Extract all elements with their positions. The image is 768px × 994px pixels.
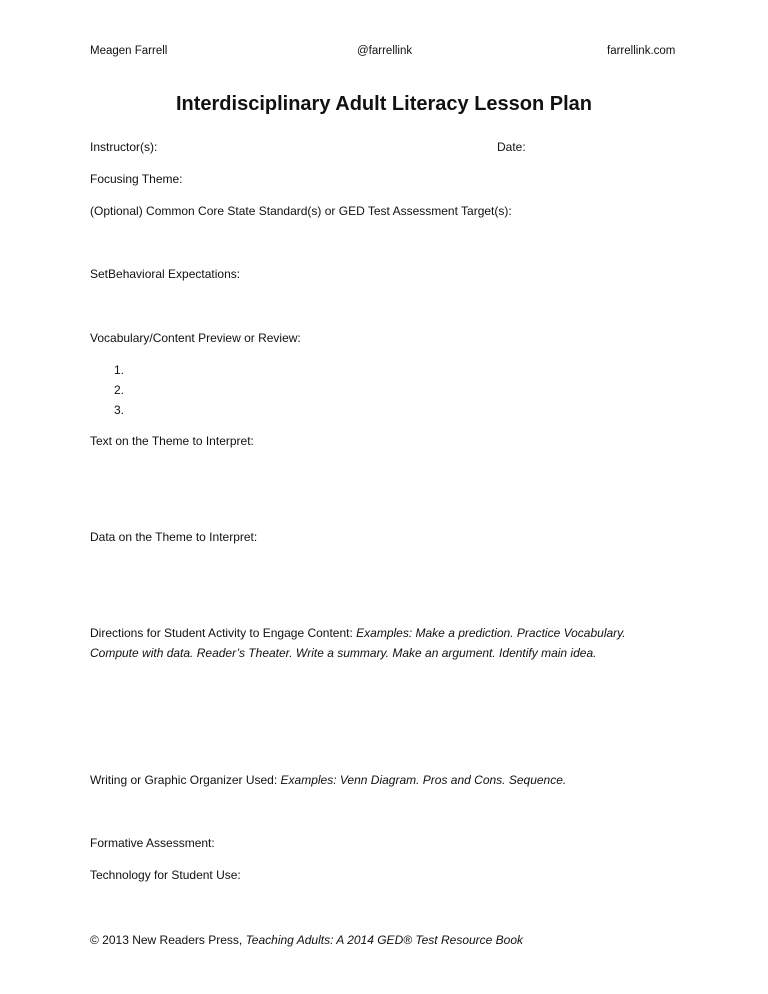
page-title: Interdisciplinary Adult Literacy Lesson Plan [175,93,593,115]
header-website: farrellink.com [607,45,676,57]
directions-examples-2: Compute with data. Reader’s Theater. Write a summary. Make an argument. Identify main idea. [90,646,597,660]
instructor-label: Instructor(s): [90,140,158,154]
header-author: Meagen Farrell [90,45,168,57]
focusing-theme-label: Focusing Theme: [90,172,183,186]
footer [90,933,523,947]
footer-book-title: Teaching Adults: A 2014 GED® Test Resource Book [245,933,524,947]
writing-examples: Examples: Venn Diagram. Pros and Cons. Sequence. [280,773,567,787]
formative-label: Formative Assessment: [90,836,215,850]
vocab-item-3: 3. [114,403,125,417]
header-handle: @farrellink [357,45,413,57]
behavior-label: SetBehavioral Expectations: [90,267,241,281]
vocabulary-label: Vocabulary/Content Preview or Review: [90,331,301,345]
standards-label: (Optional) Common Core State Standard(s) or GED Test Assessment Target(s): [90,204,512,218]
directions-line-1 [90,626,626,640]
directions-examples-1: Examples: Make a prediction. Practice Vocabulary. [356,626,626,640]
technology-label: Technology for Student Use: [90,868,241,882]
vocab-item-2: 2. [114,383,125,397]
directions-label: Directions for Student Activity to Engage Content: [90,626,357,640]
text-theme-label: Text on the Theme to Interpret: [90,434,254,448]
data-theme-label: Data on the Theme to Interpret: [90,530,258,544]
footer-copyright: © 2013 New Readers Press, [90,933,246,947]
vocab-item-1: 1. [114,363,125,377]
date-label: Date: [497,140,526,154]
writing-label: Writing or Graphic Organizer Used: [90,773,281,787]
writing-line [90,773,566,787]
